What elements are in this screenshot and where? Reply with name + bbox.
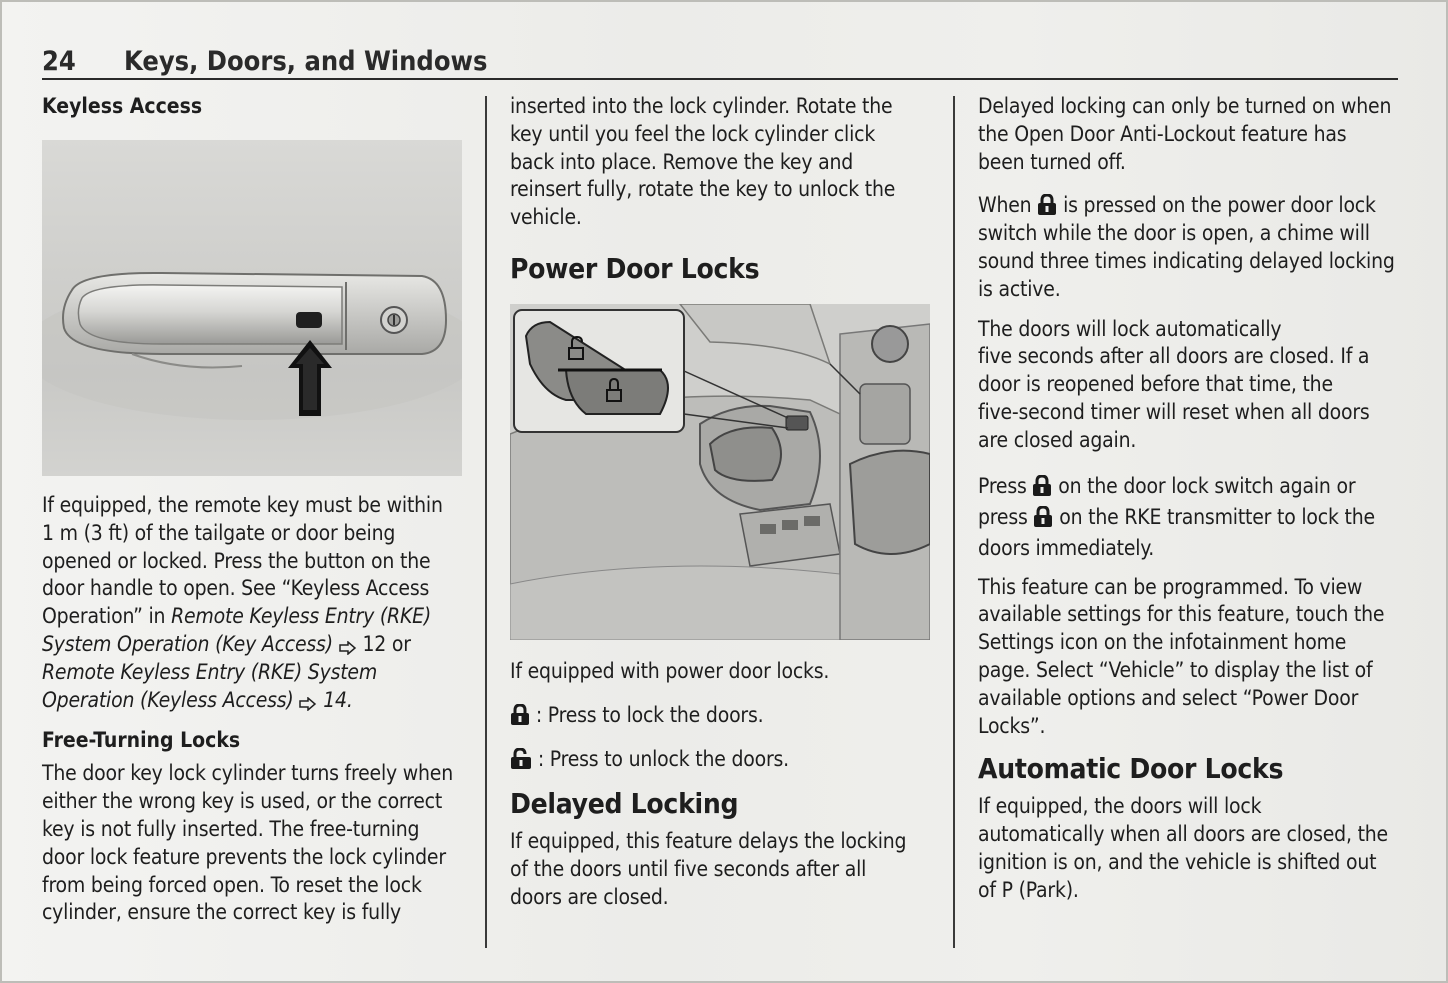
free-line-6: cylinder, ensure the correct key is fully [42,900,402,925]
c3p5-line-3: Settings icon on the infotainment home [978,630,1347,655]
automatic-door-locks-paragraph [978,793,1408,904]
c3p5-line-4: page. Select “Vehicle” to display the list of [978,657,1373,682]
c3p3-line-5: are closed again. [978,427,1137,452]
cont-line-5: vehicle. [510,205,582,230]
automatic-lock-timing [978,316,1408,455]
c3p2-a: When [978,193,1038,218]
keyless-access-heading: Keyless Access [42,94,203,118]
free-line-1: The door key lock cylinder turns freely when [42,761,454,786]
c3p4-c: press [978,504,1034,529]
c3p5-line-5: available options and select “Power Door [978,685,1359,710]
c3p4-b: on the door lock switch again or [1052,473,1356,498]
column-1 [42,94,472,118]
door-panel-drawing [510,304,930,640]
delayed-locking-paragraph [510,828,940,911]
door-handle-illustration [42,140,462,476]
c3p3-line-1: The doors will lock automatically [978,316,1282,341]
lock-instruction-text: : Press to lock the doors. [535,702,764,727]
cont-line-2: key until you feel the lock cylinder click [510,121,876,146]
delayed-locking-heading: Delayed Locking [510,787,739,821]
power-door-locks-intro: If equipped with power door locks. [510,659,830,683]
c3p5-line-6: Locks”. [978,713,1046,738]
page-header [42,44,1398,80]
c3p2-b: is pressed on the power door lock [1057,193,1376,218]
keyless-ref-page-14[interactable]: 14. [317,687,353,712]
delayed-line-2: of the doors until five seconds after all [510,857,867,882]
keyless-line-4: door handle to open. See “Keyless Access [42,576,430,601]
padlock-closed-icon [1033,506,1053,528]
c3p4-a: Press [978,473,1033,498]
door-handle-drawing [42,140,462,476]
rke-link-keyless-access-1[interactable]: Remote Keyless Entry (RKE) System [42,659,378,684]
power-door-locks-heading: Power Door Locks [510,251,760,285]
padlock-closed-icon [1032,475,1052,497]
c3p1-line-3: been turned off. [978,149,1126,174]
column-1-body [42,492,472,927]
keyless-line-5a: Operation” in [42,604,172,629]
free-turning-paragraph [42,760,472,927]
c3p5-line-2: available settings for this feature, touch the [978,602,1385,627]
c3p1-line-1: Delayed locking can only be turned on when [978,94,1392,118]
free-line-3: key is not fully inserted. The free-turning [42,816,420,841]
column-divider-right [953,96,955,948]
unlock-instruction [510,746,940,774]
immediate-lock-instruction [978,471,1408,564]
c3p3-line-2: five seconds after all doors are closed. If a [978,344,1370,369]
delayed-locking-activation [978,192,1408,303]
free-line-2: either the wrong key is used, or the correct [42,789,443,814]
keyless-line-3: opened or locked. Press the button on the [42,548,431,573]
rke-link-keyless-access-2[interactable]: Operation (Keyless Access) [42,687,294,712]
adl-line-3: ignition is on, and the vehicle is shifted out [978,849,1377,874]
rke-link-key-access-2[interactable]: System Operation (Key Access) [42,631,333,656]
c3p1-line-2: the Open Door Anti-Lockout feature has [978,121,1347,146]
keyless-line-2: 1 m (3 ft) of the tailgate or door being [42,520,396,545]
column-divider-left [485,96,487,948]
c3p3-line-3: door is reopened before that time, the [978,372,1333,397]
automatic-door-locks-heading: Automatic Door Locks [978,752,1284,786]
adl-line-2: automatically when all doors are closed, the [978,822,1388,847]
power-door-lock-illustration [510,304,930,640]
c3p5-line-1: This feature can be programmed. To view [978,574,1363,599]
cont-line-1: inserted into the lock cylinder. Rotate the [510,94,893,118]
c3p2-line-4: is active. [978,276,1061,301]
unlock-instruction-text: : Press to unlock the doors. [537,746,789,771]
free-line-4: door lock feature prevents the lock cylinder [42,844,446,869]
c3p2-line-2: switch while the door is open, a chime will [978,221,1370,246]
page-number: 24 [42,46,76,77]
delayed-line-3: doors are closed. [510,884,669,909]
section-title: Keys, Doors, and Windows [124,46,488,77]
cont-line-4: reinsert fully, rotate the key to unlock the [510,177,896,202]
free-turning-continued [510,93,940,232]
page-reference-arrow-icon [339,641,357,655]
padlock-open-icon [510,748,532,770]
adl-line-1: If equipped, the doors will lock [978,794,1262,819]
column-2 [510,93,940,285]
rke-link-key-access-1[interactable]: Remote Keyless Entry (RKE) [171,604,432,629]
padlock-closed-icon [510,704,530,726]
keyless-access-paragraph [42,492,472,714]
padlock-closed-icon [1037,194,1057,216]
delayed-locking-condition [978,93,1408,176]
free-line-5: from being forced open. To reset the lock [42,872,422,897]
column-2-body [510,658,940,912]
column-3 [978,93,1408,905]
c3p2-line-3: sound three times indicating delayed locking [978,248,1395,273]
keyless-ref-page-12[interactable]: 12 or [356,631,411,656]
c3p4-d: on the RKE transmitter to lock the [1053,504,1375,529]
lock-instruction [510,702,940,730]
c3p3-line-4: five-second timer will reset when all doors [978,399,1370,424]
page-reference-arrow-icon [299,697,317,711]
keyless-line-1: If equipped, the remote key must be within [42,493,443,517]
delayed-line-1: If equipped, this feature delays the locking [510,829,907,854]
cont-line-3: back into place. Remove the key and [510,149,854,174]
programming-instruction [978,574,1408,741]
c3p4-e: doors immediately. [978,535,1155,560]
adl-line-4: of P (Park). [978,877,1079,902]
free-turning-locks-heading: Free-Turning Locks [42,728,241,753]
